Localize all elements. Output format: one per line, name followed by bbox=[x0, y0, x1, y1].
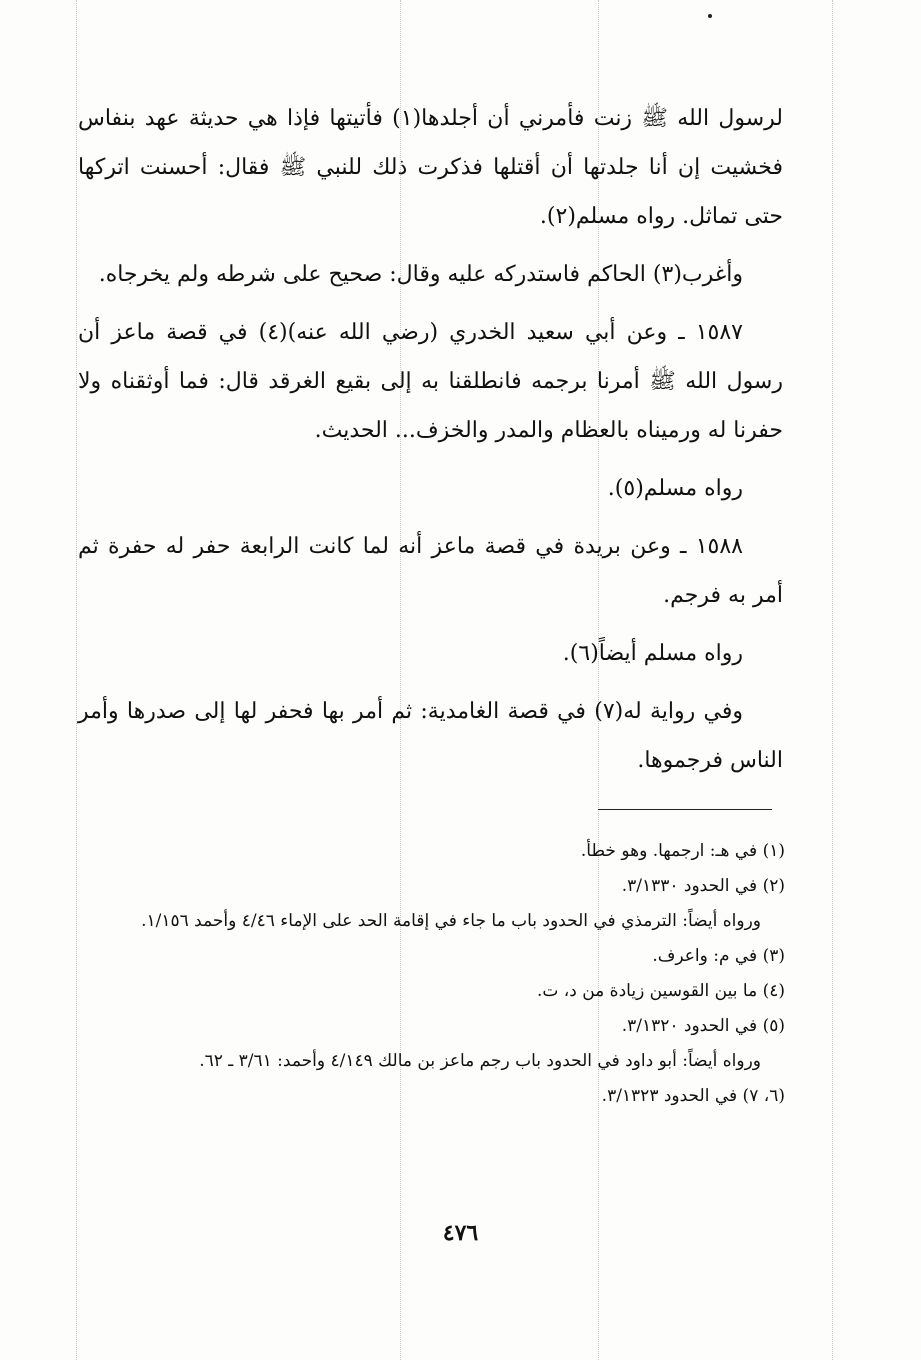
footnote-4: (٤) ما بين القوسين زيادة من د، ت. bbox=[536, 981, 785, 1001]
paragraph-2: وأغرب(٣) الحاكم فاستدركه عليه وقال: صحيح على شرطه ولم يخرجاه. bbox=[98, 262, 743, 287]
footnote-5-continuation: ورواه أيضاً: أبو داود في الحدود باب رجم ماعز بن مالك ٤/١٤٩ وأحمد: ٣/٦١ ـ ٦٢. bbox=[199, 1051, 761, 1071]
footnote-6-7: (٦، ٧) في الحدود ٣/١٣٢٣. bbox=[601, 1086, 785, 1106]
paragraph-4: رواه مسلم(٥). bbox=[607, 476, 743, 501]
footnote-3: (٣) في م: واعرف. bbox=[652, 946, 785, 966]
main-text bbox=[78, 94, 783, 794]
paragraph-hadith-1588: ١٥٨٨ ـ وعن بريدة في قصة ماعز أنه لما كانت الرابعة حفر له حفرة ثم أمر به فرجم. bbox=[78, 534, 783, 608]
paragraph-hadith-1587: ١٥٨٧ ـ وعن أبي سعيد الخدري (رضي الله عنه)(٤) في قصة ماعز أن رسول الله ﷺ أمرنا برجمه فانطلقنا به إلى بقيع الغرقد قال: فما أوثقناه ولا حفرنا له ورميناه بالعظام والمدر والخزف... الحديث. bbox=[78, 320, 783, 443]
footnote-5: (٥) في الحدود ٣/١٣٢٠. bbox=[621, 1016, 785, 1036]
footnote-2-continuation: ورواه أيضاً: الترمذي في الحدود باب ما جاء في إقامة الحد على الإماء ٤/٤٦ وأحمد ١/١٥٦. bbox=[141, 911, 761, 931]
footnote-2: (٢) في الحدود ٣/١٣٣٠. bbox=[621, 876, 785, 896]
paragraph-7: وفي رواية له(٧) في قصة الغامدية: ثم أمر بها فحفر لها إلى صدرها وأمر الناس فرجموها. bbox=[78, 699, 783, 773]
footnotes bbox=[78, 834, 785, 1114]
paragraph-6: رواه مسلم أيضاً(٦). bbox=[562, 641, 743, 666]
footnote-1: (١) في هـ: ارجمها. وهو خطأ. bbox=[580, 841, 785, 861]
scan-speck bbox=[708, 14, 712, 18]
footnote-divider bbox=[598, 809, 772, 810]
page-number: ٤٧٦ bbox=[442, 1220, 479, 1246]
paragraph-1: لرسول الله ﷺ زنت فأمرني أن أجلدها(١) فأتيتها فإذا هي حديثة عهد بنفاس فخشيت إن أنا جلدتها أن أقتلها فذكرت ذلك للنبي ﷺ فقال: أحسنت اتركها حتى تماثل. رواه مسلم(٢). bbox=[78, 106, 783, 229]
